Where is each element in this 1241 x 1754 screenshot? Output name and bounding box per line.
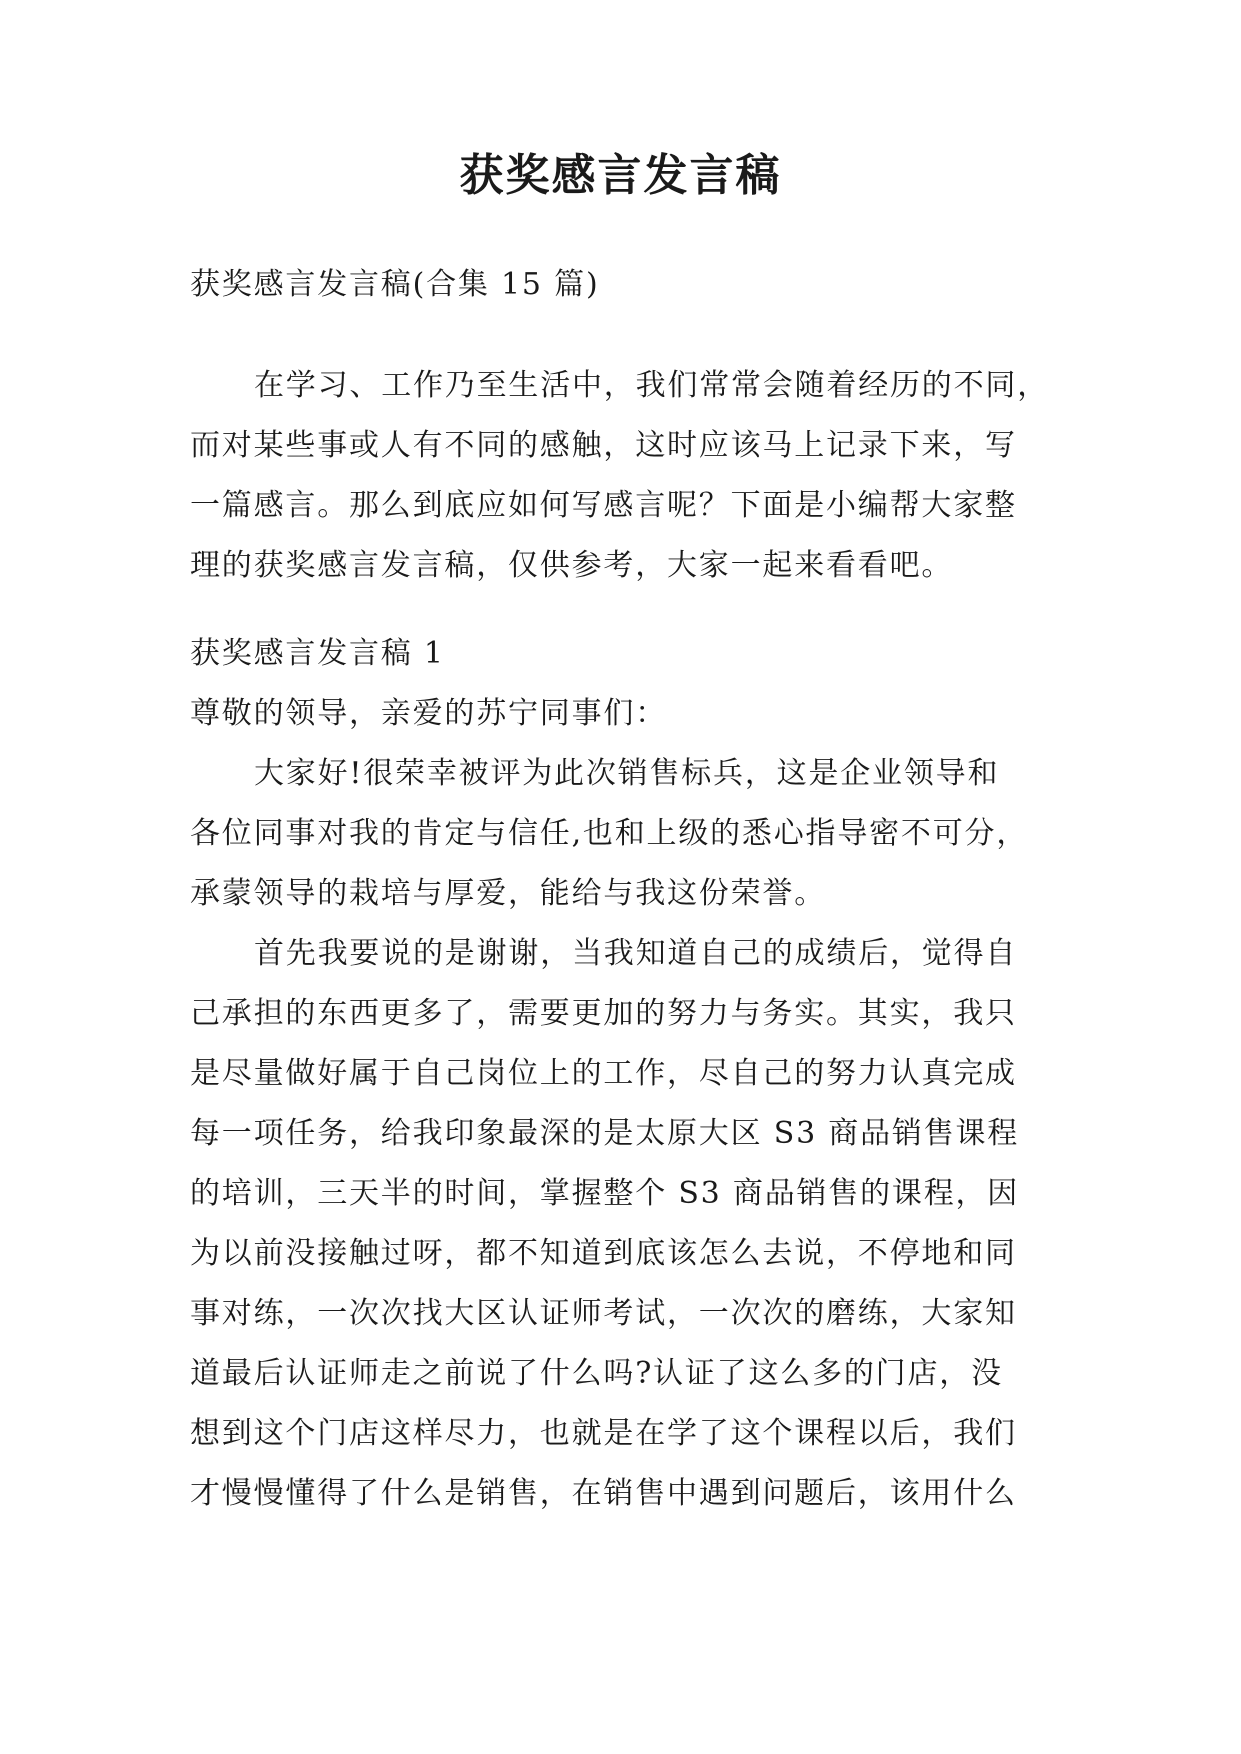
paragraph-line: 是尽量做好属于自己岗位上的工作，尽自己的努力认真完成 [190, 1056, 1017, 1091]
paragraph-line: 首先我要说的是谢谢，当我知道自己的成绩后，觉得自 [254, 936, 1018, 971]
paragraph-line: 想到这个门店这样尽力，也就是在学了这个课程以后，我们 [190, 1416, 1017, 1451]
document-subtitle-block [190, 255, 1052, 315]
intro-line: 一篇感言。那么到底应如何写感言呢？下面是小编帮大家整 [190, 488, 1017, 523]
document-subtitle: 获奖感言发言稿(合集 15 篇) [190, 267, 600, 302]
paragraph-line: 事对练，一次次找大区认证师考试，一次次的磨练，大家知 [190, 1296, 1017, 1331]
paragraph-1 [190, 744, 1052, 924]
salutation: 尊敬的领导，亲爱的苏宁同事们： [190, 696, 667, 731]
document-title: 获奖感言发言稿 [459, 150, 782, 201]
paragraph-line: 己承担的东西更多了，需要更加的努力与务实。其实，我只 [190, 996, 1017, 1031]
paragraph-line: 大家好!很荣幸被评为此次销售标兵，这是企业领导和 [254, 756, 1000, 791]
intro-line: 在学习、工作乃至生活中，我们常常会随着经历的不同， [254, 368, 1049, 403]
paragraph-line: 才慢慢懂得了什么是销售，在销售中遇到问题后，该用什么 [190, 1476, 1017, 1511]
intro-line: 理的获奖感言发言稿，仅供参考，大家一起来看看吧。 [190, 548, 954, 583]
paragraph-2 [190, 924, 1052, 1524]
paragraph-line: 各位同事对我的肯定与信任,也和上级的悉心指导密不可分， [190, 816, 1029, 851]
paragraph-line: 承蒙领导的栽培与厚爱，能给与我这份荣誉。 [190, 876, 826, 911]
paragraph-line: 道最后认证师走之前说了什么吗?认证了这么多的门店，没 [190, 1356, 1003, 1391]
intro-paragraph [190, 356, 1052, 596]
intro-line: 而对某些事或人有不同的感触，这时应该马上记录下来，写 [190, 428, 1017, 463]
paragraph-line: 每一项任务，给我印象最深的是太原大区 S3 商品销售课程 [190, 1116, 1020, 1151]
section-1 [190, 624, 1052, 1524]
paragraph-line: 为以前没接触过呀，都不知道到底该怎么去说，不停地和同 [190, 1236, 1017, 1271]
paragraph-line: 的培训，三天半的时间，掌握整个 S3 商品销售的课程，因 [190, 1176, 1020, 1211]
section-heading: 获奖感言发言稿 1 [190, 636, 445, 671]
